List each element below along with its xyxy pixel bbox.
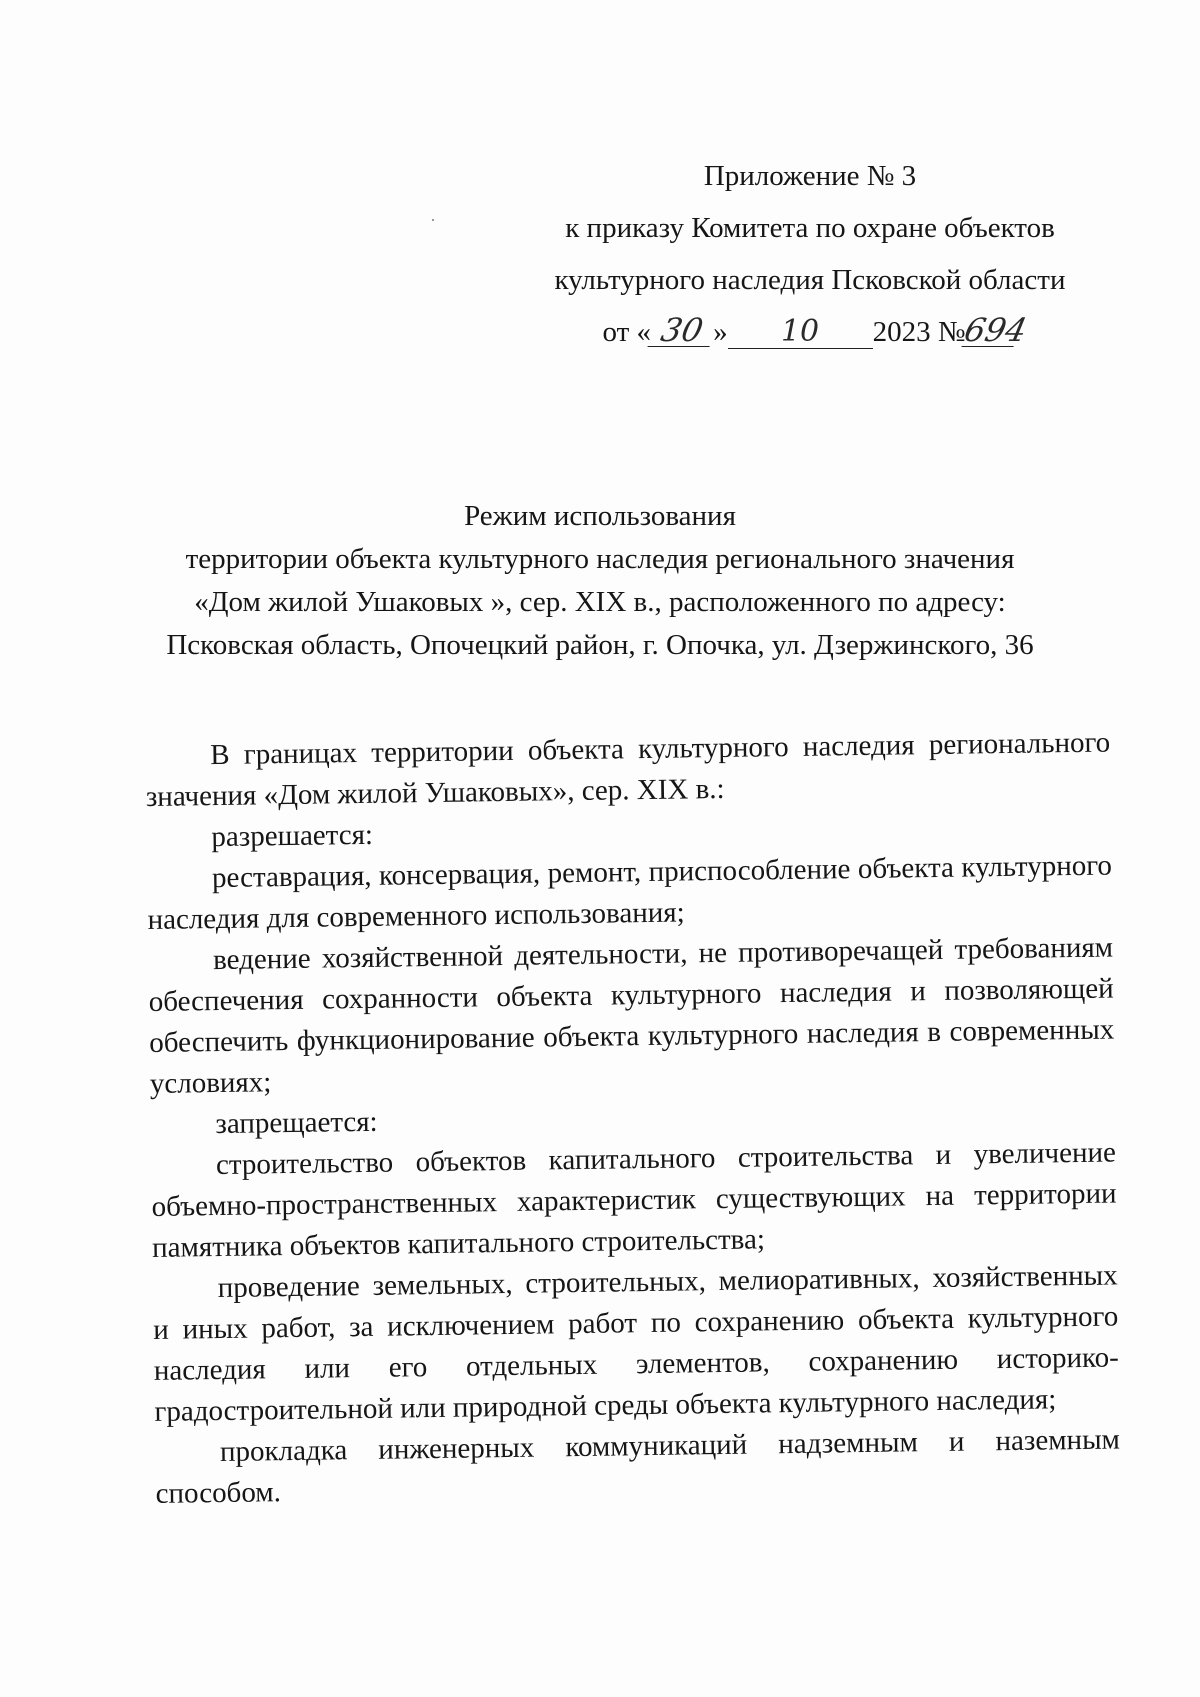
document-body xyxy=(145,723,1121,1515)
forbidden-item-2: проведение земельных, строительных, мелиоративных, хозяйственных и иных работ, за исключением работ по сохранению объекта культурного наследия или его отдельных элементов, сохранению историко-градостроительной или природной среды объекта культурного наследия; xyxy=(153,1259,1119,1428)
appendix-line-1: к приказу Комитета по охране объектов xyxy=(565,212,1055,244)
intro-paragraph: В границах территории объекта культурного наследия регионального значения «Дом жилой Ушаковых», сер. XIX в.: xyxy=(145,726,1111,813)
forbidden-item-1: строительство объектов капитального строительства и увеличение объемно-пространственных характеристик существующих на территории памятника объектов капитального строительства; xyxy=(151,1136,1117,1264)
appendix-header xyxy=(520,150,1100,358)
title-line-3: «Дом жилой Ушаковых », сер. XIX в., расположенного по адресу: xyxy=(194,586,1006,618)
date-mid: » xyxy=(713,316,728,348)
handwritten-day: 30 xyxy=(648,314,717,347)
document-title xyxy=(120,495,1080,667)
title-line-2: территории объекта культурного наследия регионального значения xyxy=(185,543,1015,575)
forbidden-heading: запрещается: xyxy=(215,1105,378,1141)
title-line-1: Режим использования xyxy=(464,500,736,532)
handwritten-month: 10 xyxy=(728,316,873,349)
allowed-heading: разрешается: xyxy=(211,818,374,854)
allowed-item-1: реставрация, консервация, ремонт, приспособление объекта культурного наследия для современного использования; xyxy=(147,849,1113,936)
date-prefix: от « xyxy=(602,316,652,348)
order-date-line xyxy=(520,306,1100,358)
allowed-item-2: ведение хозяйственной деятельности, не противоречащей требованиям обеспечения сохранности объекта культурного наследия и позволяющей обеспечить функционирование объекта культурного наследия в современных условиях; xyxy=(148,931,1115,1100)
scan-speck xyxy=(432,219,434,221)
forbidden-item-3: прокладка инженерных коммуникаций надземным и наземным способом. xyxy=(155,1423,1121,1510)
appendix-title: Приложение № 3 xyxy=(703,160,917,192)
appendix-line-2: культурного наследия Псковской области xyxy=(554,264,1066,296)
handwritten-order-number: 694 xyxy=(961,311,1031,349)
title-line-4: Псковская область, Опочецкий район, г. Опочка, ул. Дзержинского, 36 xyxy=(166,629,1034,661)
date-year-number-label: 2023 № xyxy=(872,316,966,348)
